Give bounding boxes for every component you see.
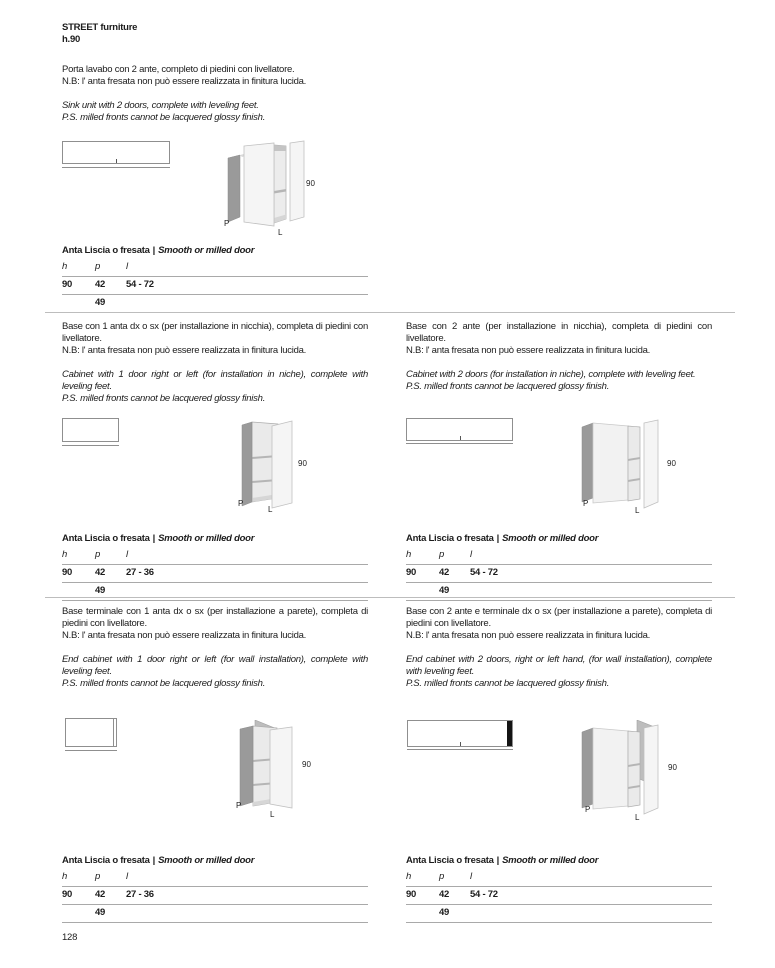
table-title <box>62 855 368 867</box>
desc-line: Base con 2 ante (per installazione in nicchia), completa di piedini con livellatore. <box>406 321 712 344</box>
cell-p: 42 <box>439 889 450 900</box>
depth-label: P <box>236 801 242 810</box>
cell-p: 49 <box>95 585 106 596</box>
height-label: 90 <box>668 763 677 772</box>
desc-line: Porta lavabo con 2 ante, completo di piedini con livellatore. <box>62 64 295 75</box>
height-label: 90 <box>302 760 311 769</box>
cell-p: 49 <box>439 585 450 596</box>
width-label: L <box>635 813 640 822</box>
front-elevation-drawing <box>407 720 513 747</box>
description-english <box>406 654 712 690</box>
cell-h <box>406 585 439 597</box>
door-closed <box>593 423 628 503</box>
cell-l <box>470 907 712 919</box>
description-italian <box>62 321 368 357</box>
desc-note: P.S. milled fronts cannot be lacquered glossy finish. <box>62 678 266 689</box>
desc-line: Sink unit with 2 doors, complete with leveling feet. <box>62 100 259 111</box>
side-panel <box>582 728 593 808</box>
cell-h: 90 <box>62 279 73 290</box>
cell-l <box>126 907 368 919</box>
desc-note: N.B: l' anta fresata non può essere realizzata in finitura lucida. <box>406 630 651 641</box>
table-column-headers <box>406 548 712 565</box>
door-closed <box>593 728 628 809</box>
description-italian <box>406 321 712 357</box>
desc-note: P.S. milled fronts cannot be lacquered glossy finish. <box>406 381 610 392</box>
end-panel-line <box>113 719 114 746</box>
desc-note: P.S. milled fronts cannot be lacquered glossy finish. <box>62 112 266 123</box>
cell-p: 49 <box>439 907 450 918</box>
cell-h <box>406 907 439 919</box>
cabinet-3d-drawing <box>230 418 340 520</box>
table-title-separator: | <box>496 855 500 866</box>
description-english <box>62 100 368 124</box>
table-column-headers <box>62 870 368 887</box>
cell-h: 90 <box>406 567 417 578</box>
description-english <box>62 369 368 405</box>
leveling-feet-line <box>62 167 170 168</box>
table-row <box>406 565 712 583</box>
table-row <box>406 887 712 905</box>
spec-table <box>62 533 368 601</box>
description-english <box>62 654 368 690</box>
desc-line: Base terminale con 1 anta dx o sx (per installazione a parete), completa di piedini con livellatore. <box>62 606 368 629</box>
door-split-mark <box>460 436 461 440</box>
depth-label: P <box>224 219 230 228</box>
cell-l: 27 - 36 <box>126 567 154 578</box>
description-italian <box>406 606 712 642</box>
table-title-separator: | <box>152 245 156 256</box>
table-title-english: Smooth or milled door <box>502 533 599 544</box>
table-title-separator: | <box>496 533 500 544</box>
depth-label: P <box>585 805 591 814</box>
cabinet-interior <box>628 426 640 501</box>
table-title-english: Smooth or milled door <box>158 245 255 256</box>
description-italian <box>62 64 368 88</box>
table-row <box>406 905 712 923</box>
cabinet-3d-drawing <box>230 720 340 822</box>
front-elevation-drawing <box>62 141 170 164</box>
cell-p: 49 <box>95 297 106 308</box>
desc-note: N.B: l' anta fresata non può essere realizzata in finitura lucida. <box>62 345 307 356</box>
desc-line: Cabinet with 2 doors (for installation in niche), complete with leveling feet. <box>406 369 696 380</box>
section-end-base-1-door <box>62 606 374 916</box>
cell-p: 42 <box>95 279 106 290</box>
col-p: p <box>439 871 445 882</box>
col-l: l <box>470 549 472 560</box>
col-h: h <box>406 549 412 560</box>
front-elevation-drawing <box>62 418 119 442</box>
front-elevation-drawing <box>406 418 513 441</box>
col-l: l <box>126 261 128 272</box>
door-open <box>272 421 292 508</box>
cell-p: 42 <box>95 889 106 900</box>
section-end-base-2-doors <box>406 606 718 916</box>
cell-h <box>62 297 95 309</box>
width-label: L <box>268 505 273 514</box>
cabinet-interior <box>274 145 286 223</box>
table-row <box>406 583 712 601</box>
col-p: p <box>95 871 101 882</box>
table-row <box>62 887 368 905</box>
description-italian <box>62 606 368 642</box>
table-row <box>62 295 368 313</box>
table-title-separator: | <box>152 533 156 544</box>
door-open <box>270 727 292 808</box>
door-open <box>644 725 658 814</box>
series-height: h.90 <box>62 34 81 45</box>
table-title-italian: Anta Liscia o fresata <box>62 245 150 256</box>
table-row <box>62 583 368 601</box>
cabinet-3d-drawing <box>570 418 680 520</box>
cabinet-interior <box>628 731 640 807</box>
door-open <box>644 420 658 508</box>
leveling-feet-line <box>65 750 117 751</box>
table-title-english: Smooth or milled door <box>158 855 255 866</box>
table-column-headers <box>62 548 368 565</box>
interior-top-shade <box>274 145 286 151</box>
col-l: l <box>470 871 472 882</box>
col-p: p <box>95 261 101 272</box>
cell-l <box>126 585 368 597</box>
table-title-english: Smooth or milled door <box>502 855 599 866</box>
description-english <box>406 369 712 393</box>
spec-table <box>406 533 712 601</box>
door-split-mark <box>460 742 461 746</box>
cabinet-3d-drawing <box>215 140 325 242</box>
desc-note: N.B: l' anta fresata non può essere realizzata in finitura lucida. <box>62 76 307 87</box>
col-p: p <box>439 549 445 560</box>
height-label: 90 <box>306 179 315 188</box>
table-title-italian: Anta Liscia o fresata <box>406 533 494 544</box>
width-label: L <box>278 228 283 237</box>
table-row <box>62 905 368 923</box>
cell-h: 90 <box>62 567 73 578</box>
section-divider <box>45 312 735 313</box>
brand-title: STREET furniture <box>62 22 138 33</box>
table-row <box>62 565 368 583</box>
desc-note: N.B: l' anta fresata non può essere realizzata in finitura lucida. <box>406 345 651 356</box>
desc-line: Base con 2 ante e terminale dx o sx (per installazione a parete), completa di piedini con livellatore. <box>406 606 712 629</box>
depth-label: P <box>583 499 589 508</box>
door-split-mark <box>116 159 117 163</box>
section-sink-unit <box>62 64 374 312</box>
desc-note: P.S. milled fronts cannot be lacquered glossy finish. <box>406 678 610 689</box>
desc-line: End cabinet with 1 door right or left (for wall installation), complete with leveling feet. <box>62 654 368 677</box>
table-title-separator: | <box>152 855 156 866</box>
width-label: L <box>635 506 640 515</box>
cell-l: 27 - 36 <box>126 889 154 900</box>
spec-table <box>406 855 712 923</box>
col-h: h <box>62 261 68 272</box>
desc-note: N.B: l' anta fresata non può essere realizzata in finitura lucida. <box>62 630 307 641</box>
spec-table <box>62 245 368 313</box>
side-panel <box>582 423 593 502</box>
leveling-feet-line <box>406 443 513 444</box>
table-column-headers <box>62 260 368 277</box>
table-title-english: Smooth or milled door <box>158 533 255 544</box>
col-h: h <box>62 549 68 560</box>
front-elevation-drawing <box>65 718 117 747</box>
height-label: 90 <box>298 459 307 468</box>
table-title-italian: Anta Liscia o fresata <box>62 533 150 544</box>
side-panel <box>242 422 252 506</box>
table-title <box>62 245 368 257</box>
section-base-1-door-niche <box>62 321 374 596</box>
leveling-feet-line <box>62 445 119 446</box>
cell-h: 90 <box>406 889 417 900</box>
width-label: L <box>270 810 275 819</box>
spec-table <box>62 855 368 923</box>
side-panel <box>228 155 240 222</box>
depth-label: P <box>238 499 244 508</box>
cell-p: 49 <box>95 907 106 918</box>
table-title <box>406 855 712 867</box>
col-l: l <box>126 549 128 560</box>
col-h: h <box>62 871 68 882</box>
col-l: l <box>126 871 128 882</box>
desc-line: Cabinet with 1 door right or left (for installation in niche), complete with leveling feet. <box>62 369 368 392</box>
left-door-open <box>244 143 274 226</box>
table-column-headers <box>406 870 712 887</box>
page-header <box>62 22 137 46</box>
desc-line: End cabinet with 2 doors, right or left hand, (for wall installation), complete with leveling feet. <box>406 654 712 677</box>
col-p: p <box>95 549 101 560</box>
table-title-italian: Anta Liscia o fresata <box>62 855 150 866</box>
page-number: 128 <box>62 932 78 943</box>
section-divider <box>45 597 735 598</box>
table-row <box>62 277 368 295</box>
cell-l: 54 - 72 <box>470 889 498 900</box>
table-title <box>62 533 368 545</box>
cell-h <box>62 907 95 919</box>
end-panel-bar <box>507 721 512 746</box>
height-label: 90 <box>667 459 676 468</box>
table-title-italian: Anta Liscia o fresata <box>406 855 494 866</box>
table-title <box>406 533 712 545</box>
cell-h: 90 <box>62 889 73 900</box>
cell-l <box>470 585 712 597</box>
leveling-feet-line <box>407 749 513 750</box>
cell-l: 54 - 72 <box>470 567 498 578</box>
desc-note: P.S. milled fronts cannot be lacquered glossy finish. <box>62 393 266 404</box>
cabinet-3d-drawing <box>570 720 680 822</box>
section-base-2-doors-niche <box>406 321 718 596</box>
cell-p: 42 <box>95 567 106 578</box>
cell-l <box>126 297 368 309</box>
col-h: h <box>406 871 412 882</box>
cell-l: 54 - 72 <box>126 279 154 290</box>
cell-h <box>62 585 95 597</box>
side-panel <box>240 726 253 806</box>
desc-line: Base con 1 anta dx o sx (per installazione in nicchia), completa di piedini con livellatore. <box>62 321 368 344</box>
cell-p: 42 <box>439 567 450 578</box>
right-door-open <box>290 141 304 221</box>
